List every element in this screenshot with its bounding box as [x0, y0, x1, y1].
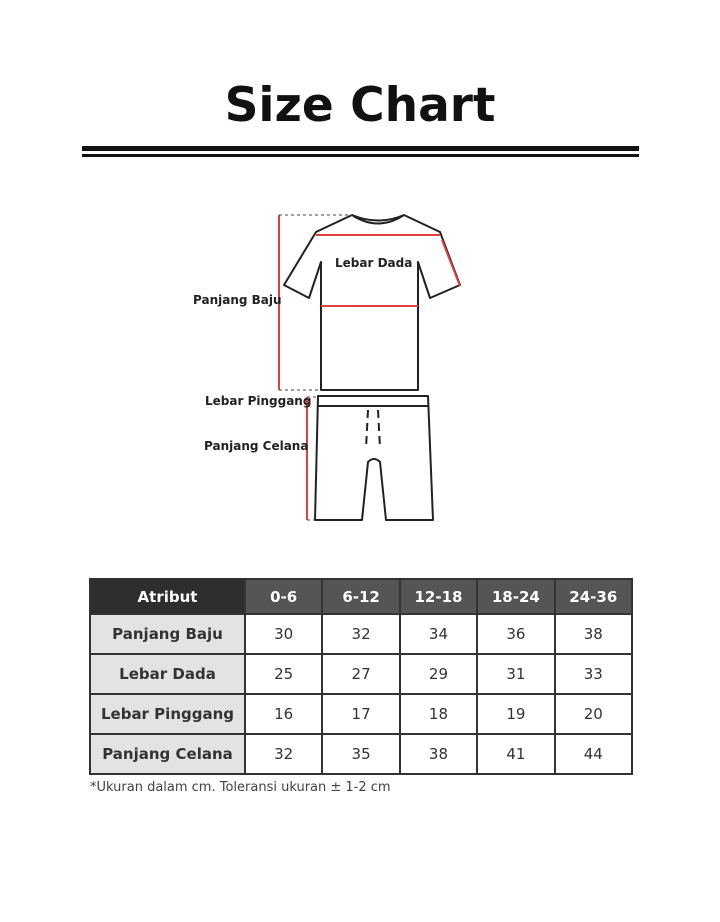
size-table — [89, 578, 633, 775]
header-size: 0-6 — [245, 579, 322, 614]
header-atribut: Atribut — [90, 579, 245, 614]
header-size: 18-24 — [477, 579, 554, 614]
shorts-illustration — [315, 396, 433, 520]
table-cell: 33 — [555, 654, 632, 694]
table-cell: 38 — [400, 734, 477, 774]
table-cell: 34 — [400, 614, 477, 654]
table-row — [90, 694, 632, 734]
label-panjang-celana: Panjang Celana — [204, 439, 309, 453]
table-header-row — [90, 579, 632, 614]
row-label: Lebar Pinggang — [90, 694, 245, 734]
tshirt-illustration — [284, 215, 460, 390]
label-panjang-baju: Panjang Baju — [193, 293, 282, 307]
table-cell: 20 — [555, 694, 632, 734]
table-cell: 31 — [477, 654, 554, 694]
header-size: 24-36 — [555, 579, 632, 614]
table-cell: 18 — [400, 694, 477, 734]
table-cell: 32 — [245, 734, 322, 774]
footnote: *Ukuran dalam cm. Toleransi ukuran ± 1-2 cm — [90, 780, 391, 795]
table-cell: 36 — [477, 614, 554, 654]
row-label: Panjang Baju — [90, 614, 245, 654]
table-cell: 44 — [555, 734, 632, 774]
row-label: Panjang Celana — [90, 734, 245, 774]
table-cell: 29 — [400, 654, 477, 694]
table-row — [90, 734, 632, 774]
header-size: 12-18 — [400, 579, 477, 614]
table-cell: 27 — [322, 654, 399, 694]
page-title: Size Chart — [224, 78, 496, 133]
table-cell: 19 — [477, 694, 554, 734]
table-cell: 25 — [245, 654, 322, 694]
table-cell: 41 — [477, 734, 554, 774]
table-cell: 32 — [322, 614, 399, 654]
label-lebar-pinggang: Lebar Pinggang — [205, 394, 312, 408]
label-lebar-dada: Lebar Dada — [335, 256, 413, 270]
header-size: 6-12 — [322, 579, 399, 614]
table-cell: 17 — [322, 694, 399, 734]
table-cell: 38 — [555, 614, 632, 654]
table-cell: 30 — [245, 614, 322, 654]
table-row — [90, 654, 632, 694]
table-row — [90, 614, 632, 654]
table-cell: 16 — [245, 694, 322, 734]
row-label: Lebar Dada — [90, 654, 245, 694]
table-cell: 35 — [322, 734, 399, 774]
